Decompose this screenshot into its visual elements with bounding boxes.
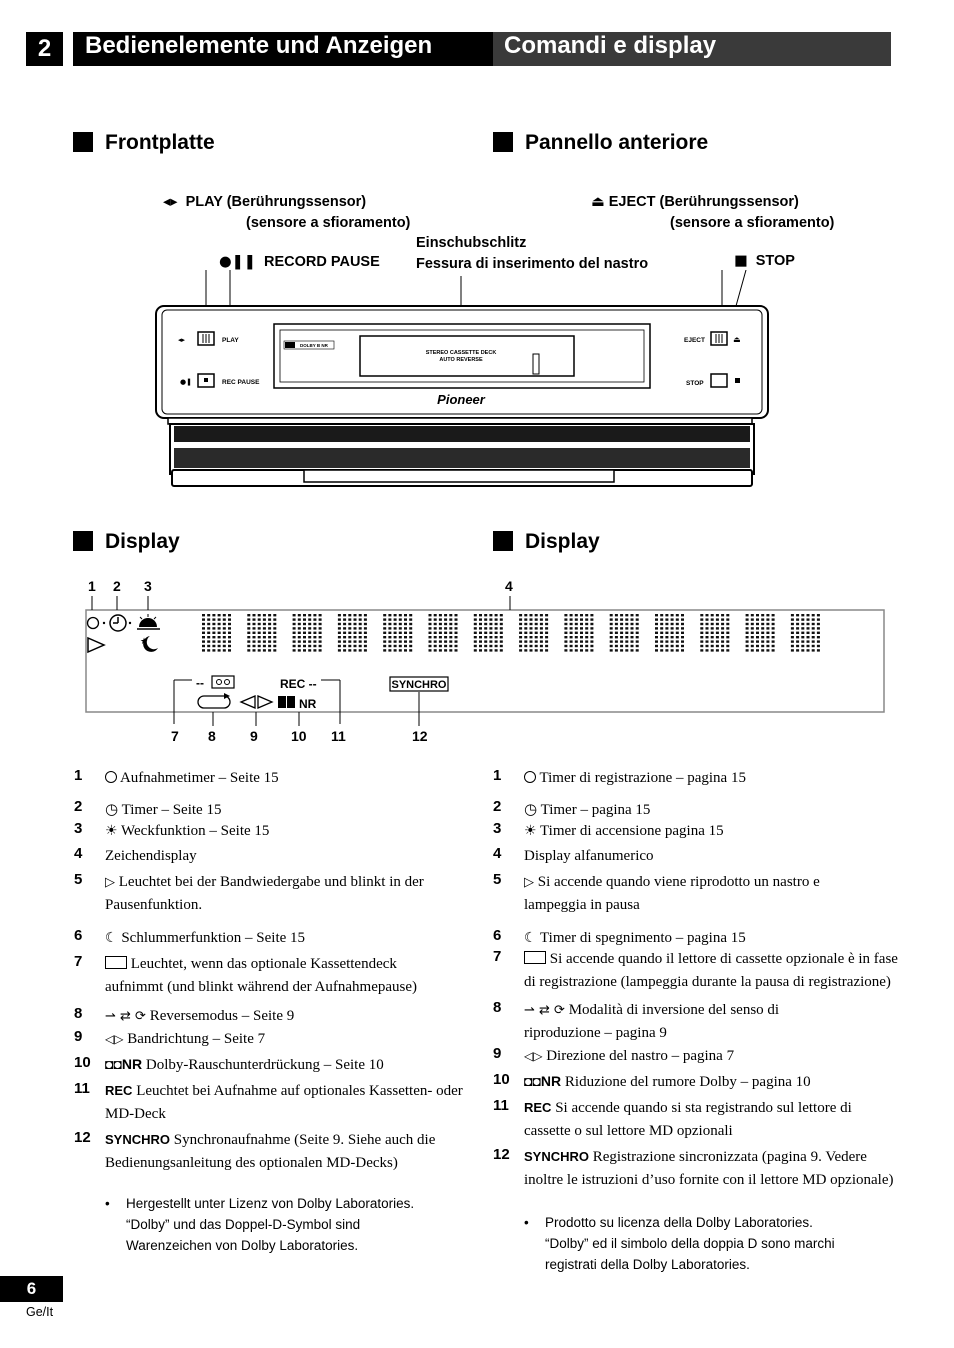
item-number: 9 [74,1028,83,1045]
stop-icon [735,378,740,383]
chapter-number: 2 [26,32,63,66]
item-text-cont: Bedienungsanleitung des optionalen MD-Decks) [105,1155,398,1171]
item-number: 7 [74,953,83,970]
callout-1: 1 [88,578,96,594]
tape-direction-icon: ◁▷ [524,1049,543,1063]
item-number: 10 [74,1054,91,1071]
tape-direction-icon: ◁▷ [105,1032,124,1046]
item-lead: SYNCHRO [105,1132,171,1147]
item-number: 11 [493,1097,509,1114]
item-number: 6 [74,927,83,944]
callout-11: 11 [331,728,346,744]
item-text-cont: cassette o sul lettore MD opzionali [524,1123,733,1139]
play-indicator-icon: ▷ [524,875,534,890]
item-number: 6 [493,927,502,944]
dolby-nr-icon: ◘◘NR [105,1056,143,1072]
item-number: 5 [493,871,502,888]
header-title-it: Comandi e display [504,32,717,59]
item-text: Leuchtet, wenn das optionale Kassettendeck [130,956,397,972]
item-text-cont: lampeggia in pausa [524,897,640,913]
item-number: 1 [74,767,83,784]
item-number: 2 [74,798,83,815]
square-bullet-icon [73,531,93,551]
item-text: Weckfunktion – Seite 15 [121,823,270,839]
svg-text:SYNCHRO: SYNCHRO [391,679,447,691]
cassette-indicator [196,676,234,690]
play-label-line2: (sensore a sfioramento) [246,215,411,231]
dolby-nr-icon: ◘◘NR [524,1073,562,1089]
callout-7: 7 [171,728,179,744]
svg-text:EJECT: EJECT [684,337,705,344]
item-text: Timer di accensione pagina 15 [540,823,724,839]
item-number: 9 [493,1045,502,1062]
item-text: Dolby-Rauschunterdrückung – Seite 10 [145,1057,384,1073]
item-number: 7 [493,948,502,965]
stop-button[interactable] [711,374,727,387]
callout-12: 12 [412,728,428,744]
item-text: Timer – Seite 15 [121,802,222,818]
item-number: 8 [74,1005,83,1022]
section-front-de: Frontplatte [73,131,215,155]
square-bullet-icon [73,132,93,152]
item-text-cont: aufnimmt (und blinkt während der Aufnahmepause) [105,979,417,995]
item-text: Reversemodus – Seite 9 [149,1008,295,1024]
page-number: 6 [0,1276,63,1302]
display-panel-drawing [84,596,888,746]
item-number: 12 [493,1146,510,1163]
front-panel-drawing [150,270,780,490]
section-display-de: Display [73,530,180,554]
timer-icon: ◷ [524,800,538,818]
item-text: Timer di spegnimento – pagina 15 [540,930,746,946]
record-pause-icon: ●❚❚ [219,254,256,270]
item-text-cont: Pausenfunktion. [105,897,203,913]
svg-text:PLAY: PLAY [222,337,239,344]
play-indicator-icon: ▷ [105,875,115,890]
item-number: 3 [493,820,502,837]
rec-indicator: REC -- [280,677,317,691]
item-text: Leuchtet bei Aufnahme auf optionales Kassetten- oder [136,1083,463,1099]
language-code: Ge/It [26,1305,54,1319]
svg-text:STOP: STOP [686,380,704,387]
callout-10: 10 [291,728,307,744]
wake-icon: ☀ [105,823,118,839]
item-text: Si accende quando viene riprodotto un nastro e [537,874,820,890]
item-lead: REC [524,1100,552,1115]
svg-text:--: -- [196,676,204,690]
cassette-icon [524,951,546,964]
pioneer-logo: Pioneer [437,392,485,407]
item-text: Si accende quando si sta registrando sul lettore di [555,1100,852,1116]
item-text: Modalità di inversione del senso di [568,1002,780,1018]
square-bullet-icon [493,531,513,551]
item-number: 11 [74,1080,90,1097]
timer-icon: ◷ [105,800,119,818]
reverse-mode-icon: ⇀ ⇄ ⟳ [524,1003,565,1018]
callout-8: 8 [208,728,216,744]
item-number: 10 [493,1071,510,1088]
item-text: Direzione del nastro – pagina 7 [546,1048,735,1064]
wake-icon: ☀ [524,823,537,839]
section-front-it: Pannello anteriore [493,131,708,155]
eject-icon: ⏏ [591,194,605,210]
item-text: Schlummerfunktion – Seite 15 [121,930,306,946]
deck-name-text: STEREO CASSETTE DECK [425,350,497,356]
eject-label: ⏏ EJECT (Berührungssensor) [591,194,799,210]
svg-text:NR: NR [299,697,317,711]
play-direction-icon: ◂▸ [178,336,186,344]
record-pause-label: ●❚❚ RECORD PAUSE [219,254,380,270]
item-lead: SYNCHRO [524,1149,590,1164]
record-timer-icon [105,771,117,783]
play-direction-icon: ◂▸ [163,194,178,210]
item-text: Bandrichtung – Seite 7 [127,1031,266,1047]
auto-reverse-text: AUTO REVERSE [439,357,483,363]
item-text: Aufnahmetimer – Seite 15 [119,770,279,786]
item-number: 12 [74,1129,91,1146]
eject-label-line2: (sensore a sfioramento) [670,215,835,231]
item-number: 8 [493,999,502,1016]
item-number: 3 [74,820,83,837]
item-text: Zeichendisplay [105,848,197,864]
stop-label: ■ STOP [734,253,795,269]
sleep-icon: ☾ [105,930,118,946]
record-timer-icon [524,771,536,783]
item-text: Leuchtet bei der Bandwiedergabe und blinkt in der [118,874,424,890]
reverse-mode-icon: ⇀ ⇄ ⟳ [105,1009,146,1024]
item-lead: REC [105,1083,133,1098]
section-display-it: Display [493,530,600,554]
svg-text:★: ★ [140,637,149,647]
item-text: Si accende quando il lettore di cassette opzionale è in fase [549,951,898,967]
svg-text:DOLBY B NR: DOLBY B NR [300,343,328,348]
eject-icon: ⏏ [733,335,741,344]
play-label: ◂▸ PLAY (Berührungssensor) [163,194,367,210]
callout-2: 2 [113,578,121,594]
item-number: 4 [74,845,83,862]
item-number: 1 [493,767,502,784]
item-text: Timer – pagina 15 [540,802,651,818]
slot-label-line2: Fessura di inserimento del nastro [416,256,649,272]
item-text: Synchronaufnahme (Seite 9. Siehe auch die [173,1132,436,1148]
item-text-cont: MD-Deck [105,1106,166,1122]
sleep-icon: ☾ [524,930,537,946]
item-text: Riduzione del rumore Dolby – pagina 10 [564,1074,811,1090]
item-number: 4 [493,845,502,862]
cassette-icon [105,956,127,969]
item-text-cont: di registrazione (lampeggia durante la pausa di registrazione) [524,974,891,990]
item-number: 5 [74,871,83,888]
callout-9: 9 [250,728,258,744]
square-bullet-icon [493,132,513,152]
callout-3: 3 [144,578,152,594]
callout-4: 4 [505,578,513,594]
record-pause-icon: ●❚ [180,378,192,386]
header-title-de: Bedienelemente und Anzeigen [85,32,433,59]
item-text-cont: riproduzione – pagina 9 [524,1025,667,1041]
item-text: Registrazione sincronizzata (pagina 9. Vedere [592,1149,867,1165]
item-number: 2 [493,798,502,815]
item-text: Timer di registrazione – pagina 15 [539,770,746,786]
svg-text:REC PAUSE: REC PAUSE [222,379,260,386]
item-text: Display alfanumerico [524,848,654,864]
item-text-cont: inoltre le istruzioni d’uso fornite con il lettore MD opzionale) [524,1172,894,1188]
slot-label: Einschubschlitz [416,235,527,251]
stop-icon: ■ [734,253,748,269]
